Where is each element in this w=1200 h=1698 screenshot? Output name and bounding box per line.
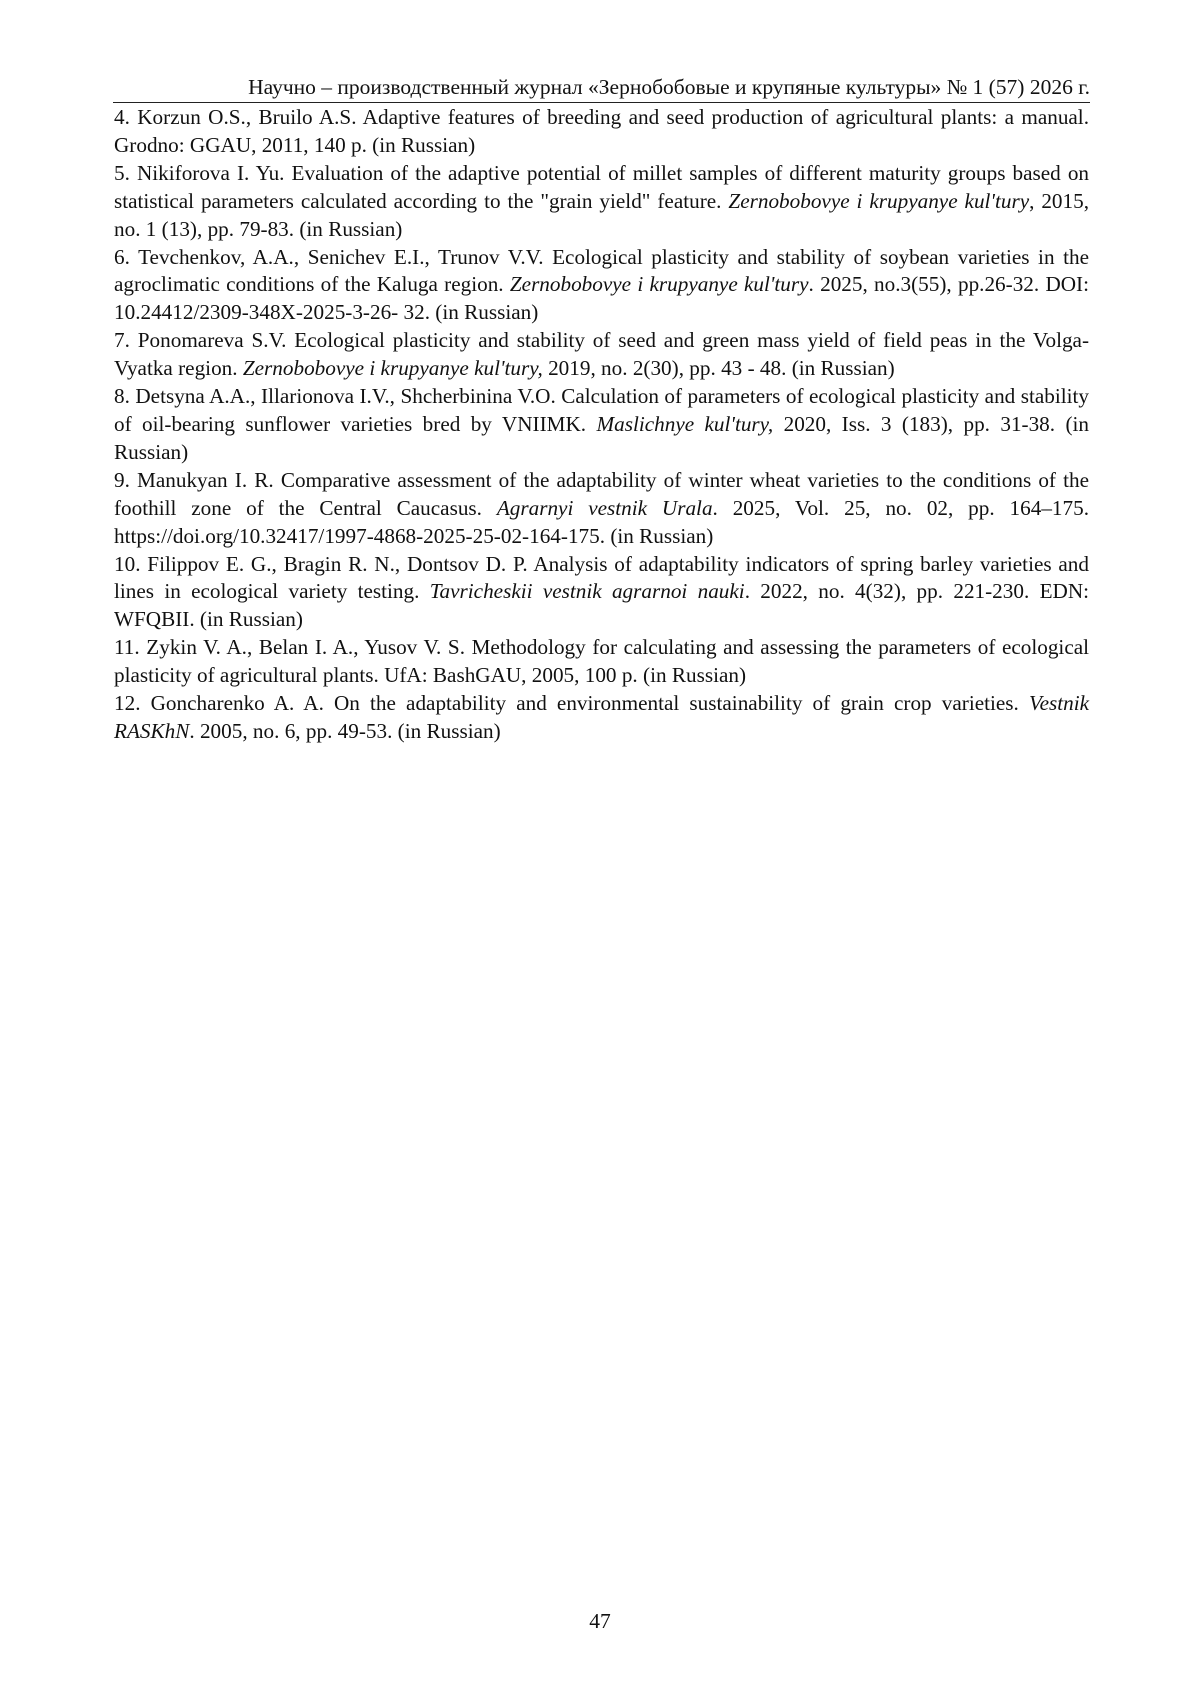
reference-number: 10. — [114, 551, 141, 576]
reference-item — [114, 327, 1089, 383]
reference-number: 7. — [114, 328, 130, 353]
reference-item — [114, 383, 1089, 467]
reference-item — [114, 160, 1089, 244]
reference-journal: Zernobobovye i krupyanye kul'tury — [509, 272, 809, 297]
reference-text: Zykin V. A., Belan I. A., Yusov V. S. Methodology for calculating and assessing the parameters of ecological plasticity of agricultural plants. UfA: BashGAU, 2005, 100 p. (in Russian) — [114, 635, 1090, 688]
page-number: 47 — [589, 1609, 611, 1633]
reference-item — [114, 551, 1089, 635]
reference-tail: . 2025, no.3(55), pp.26-32. DOI: 10.24412/2309-348X-2025-3-26- 32. (in Russian) — [114, 272, 1089, 325]
reference-journal: Maslichnye kul'tury, — [596, 411, 774, 436]
reference-tail: . 2025, Vol. 25, no. 02, pp. 164–175. https://doi.org/10.32417/1997-4868-2025-25-02-164-175. (in Russian) — [114, 495, 1089, 548]
reference-text: Tevchenkov, A.A., Senichev E.I., Trunov V.V. Ecological plasticity and stability of soybean varieties in the agroclimatic conditions of the Kaluga region. — [114, 244, 1089, 297]
reference-number: 5. — [114, 160, 130, 185]
reference-text: Goncharenko A. A. On the adaptability and environmental sustainability of grain crop varieties. — [150, 691, 1029, 716]
reference-journal: Zernobobovye i krupyanye kul'tury, — [242, 356, 543, 381]
reference-tail: . 2005, no. 6, pp. 49-53. (in Russian) — [189, 718, 501, 743]
reference-item — [114, 634, 1089, 690]
reference-number: 9. — [114, 467, 130, 492]
running-header: Научно – производственный журнал «Зернобобовые и крупяные культуры» № 1 (57) 2026 г. — [248, 75, 1090, 99]
reference-number: 6. — [114, 244, 130, 269]
reference-journal: Tavricheskii vestnik agrarnoi nauki — [429, 579, 745, 604]
header-rule — [113, 102, 1090, 103]
reference-journal: Vestnik RASKhN — [114, 691, 1089, 743]
reference-number: 11. — [114, 635, 140, 660]
reference-journal: Zernobobovye i krupyanye kul'tury — [728, 188, 1030, 213]
reference-tail: 2020, Iss. 3 (183), pp. 31-38. (in Russian) — [114, 411, 1090, 464]
reference-item — [114, 467, 1089, 551]
reference-item — [114, 104, 1089, 160]
reference-text: Detsyna A.A., Illarionova I.V., Shcherbinina V.O. Calculation of parameters of ecological plasticity and stability of oil-bearing sunflower varieties bred by VNIIMK. — [114, 384, 1089, 436]
reference-number: 4. — [114, 105, 130, 129]
reference-text: Ponomareva S.V. Ecological plasticity and stability of seed and green mass yield of field peas in the Volga-Vyatka region. — [114, 328, 1090, 381]
reference-tail: 2019, no. 2(30), pp. 43 - 48. (in Russian) — [542, 356, 895, 381]
reference-tail: , 2015, no. 1 (13), pp. 79-83. (in Russian) — [114, 188, 1090, 241]
reference-text: Korzun O.S., Bruilo A.S. Adaptive features of breeding and seed production of agricultural plants: a manual. Grodno: GGAU, 2011, 140 p. (in Russian) — [114, 105, 1089, 157]
reference-tail: . 2022, no. 4(32), pp. 221-230. EDN: WFQBII. (in Russian) — [114, 579, 1090, 632]
reference-text: Filippov E. G., Bragin R. N., Dontsov D. P. Analysis of adaptability indicators of spring barley varieties and lines in ecological variety testing. — [114, 551, 1089, 604]
reference-journal: Agrarnyi vestnik Urala — [496, 495, 713, 520]
reference-number: 8. — [114, 384, 130, 409]
reference-list — [114, 104, 1089, 746]
reference-item — [114, 690, 1089, 746]
reference-text: Nikiforova I. Yu. Evaluation of the adaptive potential of millet samples of different maturity groups based on statistical parameters calculated according to the "grain yield" feature. — [114, 160, 1090, 213]
reference-item — [114, 244, 1089, 328]
reference-text: Manukyan I. R. Comparative assessment of the adaptability of winter wheat varieties to the conditions of the foothill zone of the Central Caucasus. — [114, 467, 1089, 520]
reference-number: 12. — [114, 691, 141, 716]
